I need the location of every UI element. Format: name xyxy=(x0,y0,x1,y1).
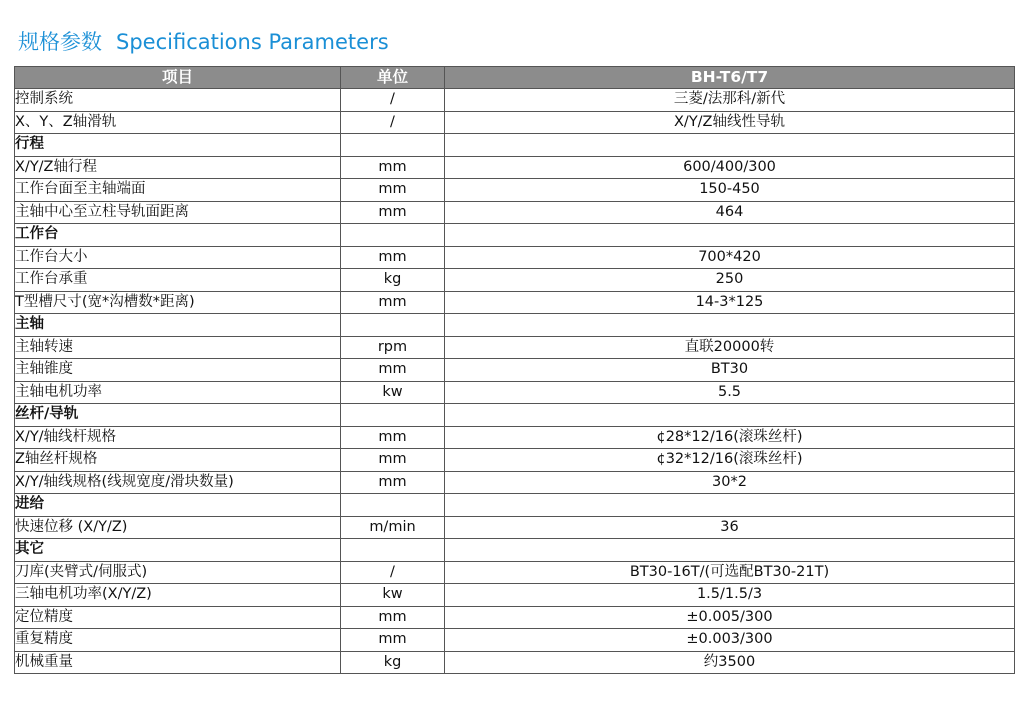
row-name: 重复精度 xyxy=(15,629,341,652)
row-value: 600/400/300 xyxy=(445,156,1015,179)
row-name: 机械重量 xyxy=(15,651,341,674)
row-value xyxy=(445,404,1015,427)
table-header-row xyxy=(15,67,1015,89)
table-row xyxy=(15,629,1015,652)
row-unit xyxy=(341,404,445,427)
row-value: X/Y/Z轴线性导轨 xyxy=(445,111,1015,134)
row-name: 进给 xyxy=(15,494,341,517)
row-unit: mm xyxy=(341,179,445,202)
row-value: ¢32*12/16(滚珠丝杆) xyxy=(445,449,1015,472)
title-english: Specifications Parameters xyxy=(116,30,389,54)
section-row xyxy=(15,314,1015,337)
header-unit: 单位 xyxy=(341,67,445,89)
row-name: X/Y/轴线规格(线规宽度/滑块数量) xyxy=(15,471,341,494)
table-body xyxy=(15,89,1015,674)
row-name: 主轴中心至立柱导轨面距离 xyxy=(15,201,341,224)
table-row xyxy=(15,336,1015,359)
row-value: 700*420 xyxy=(445,246,1015,269)
table-row xyxy=(15,471,1015,494)
table-row xyxy=(15,561,1015,584)
row-value: 30*2 xyxy=(445,471,1015,494)
row-value xyxy=(445,224,1015,247)
row-unit: mm xyxy=(341,359,445,382)
row-name: 丝杆/导轨 xyxy=(15,404,341,427)
table-row xyxy=(15,381,1015,404)
row-value: ±0.005/300 xyxy=(445,606,1015,629)
row-name: 定位精度 xyxy=(15,606,341,629)
row-value: 150-450 xyxy=(445,179,1015,202)
row-value: 464 xyxy=(445,201,1015,224)
row-name: 三轴电机功率(X/Y/Z) xyxy=(15,584,341,607)
header-model: BH-T6/T7 xyxy=(445,67,1015,89)
row-name: Z轴丝杆规格 xyxy=(15,449,341,472)
row-name: 主轴转速 xyxy=(15,336,341,359)
row-name: 主轴锥度 xyxy=(15,359,341,382)
row-unit xyxy=(341,224,445,247)
row-value xyxy=(445,494,1015,517)
section-row xyxy=(15,539,1015,562)
table-row xyxy=(15,89,1015,112)
row-value: 14-3*125 xyxy=(445,291,1015,314)
table-row xyxy=(15,156,1015,179)
row-value xyxy=(445,539,1015,562)
row-unit: mm xyxy=(341,426,445,449)
row-unit: / xyxy=(341,89,445,112)
table-row xyxy=(15,201,1015,224)
specifications-table xyxy=(14,66,1015,674)
row-name: 工作台面至主轴端面 xyxy=(15,179,341,202)
row-value: 1.5/1.5/3 xyxy=(445,584,1015,607)
row-unit: kw xyxy=(341,381,445,404)
row-name: 行程 xyxy=(15,134,341,157)
row-value: BT30 xyxy=(445,359,1015,382)
row-unit: kw xyxy=(341,584,445,607)
row-unit xyxy=(341,539,445,562)
row-unit xyxy=(341,134,445,157)
table-row xyxy=(15,516,1015,539)
row-unit: mm xyxy=(341,471,445,494)
row-unit: m/min xyxy=(341,516,445,539)
row-unit: mm xyxy=(341,291,445,314)
row-value: 5.5 xyxy=(445,381,1015,404)
table-row xyxy=(15,426,1015,449)
row-unit xyxy=(341,314,445,337)
row-value: BT30-16T/(可选配BT30-21T) xyxy=(445,561,1015,584)
header-item: 项目 xyxy=(15,67,341,89)
table-row xyxy=(15,179,1015,202)
row-name: 控制系统 xyxy=(15,89,341,112)
page-title xyxy=(18,26,389,56)
row-value: 直联20000转 xyxy=(445,336,1015,359)
table-row xyxy=(15,651,1015,674)
row-unit: mm xyxy=(341,201,445,224)
row-unit: kg xyxy=(341,651,445,674)
table-row xyxy=(15,269,1015,292)
table-row xyxy=(15,111,1015,134)
row-value: ¢28*12/16(滚珠丝杆) xyxy=(445,426,1015,449)
row-value: 36 xyxy=(445,516,1015,539)
row-unit: / xyxy=(341,111,445,134)
row-name: 工作台大小 xyxy=(15,246,341,269)
table-row xyxy=(15,359,1015,382)
row-value: 约3500 xyxy=(445,651,1015,674)
row-value: ±0.003/300 xyxy=(445,629,1015,652)
row-name: 主轴 xyxy=(15,314,341,337)
row-unit: mm xyxy=(341,629,445,652)
table-row xyxy=(15,449,1015,472)
row-unit xyxy=(341,494,445,517)
row-value: 三菱/法那科/新代 xyxy=(445,89,1015,112)
row-unit: / xyxy=(341,561,445,584)
row-value: 250 xyxy=(445,269,1015,292)
row-name: X、Y、Z轴滑轨 xyxy=(15,111,341,134)
title-chinese: 规格参数 xyxy=(18,30,102,54)
row-unit: mm xyxy=(341,156,445,179)
row-value xyxy=(445,134,1015,157)
row-name: 工作台 xyxy=(15,224,341,247)
row-name: 工作台承重 xyxy=(15,269,341,292)
row-name: X/Y/Z轴行程 xyxy=(15,156,341,179)
section-row xyxy=(15,494,1015,517)
section-row xyxy=(15,134,1015,157)
row-name: T型槽尺寸(宽*沟槽数*距离) xyxy=(15,291,341,314)
row-name: 刀库(夹臂式/伺服式) xyxy=(15,561,341,584)
table-row xyxy=(15,606,1015,629)
section-row xyxy=(15,224,1015,247)
row-name: 主轴电机功率 xyxy=(15,381,341,404)
row-name: 快速位移 (X/Y/Z) xyxy=(15,516,341,539)
table-row xyxy=(15,291,1015,314)
row-unit: kg xyxy=(341,269,445,292)
section-row xyxy=(15,404,1015,427)
row-unit: rpm xyxy=(341,336,445,359)
row-name: X/Y/轴线杆规格 xyxy=(15,426,341,449)
row-value xyxy=(445,314,1015,337)
row-unit: mm xyxy=(341,606,445,629)
row-unit: mm xyxy=(341,449,445,472)
row-name: 其它 xyxy=(15,539,341,562)
table-row xyxy=(15,584,1015,607)
row-unit: mm xyxy=(341,246,445,269)
table-row xyxy=(15,246,1015,269)
